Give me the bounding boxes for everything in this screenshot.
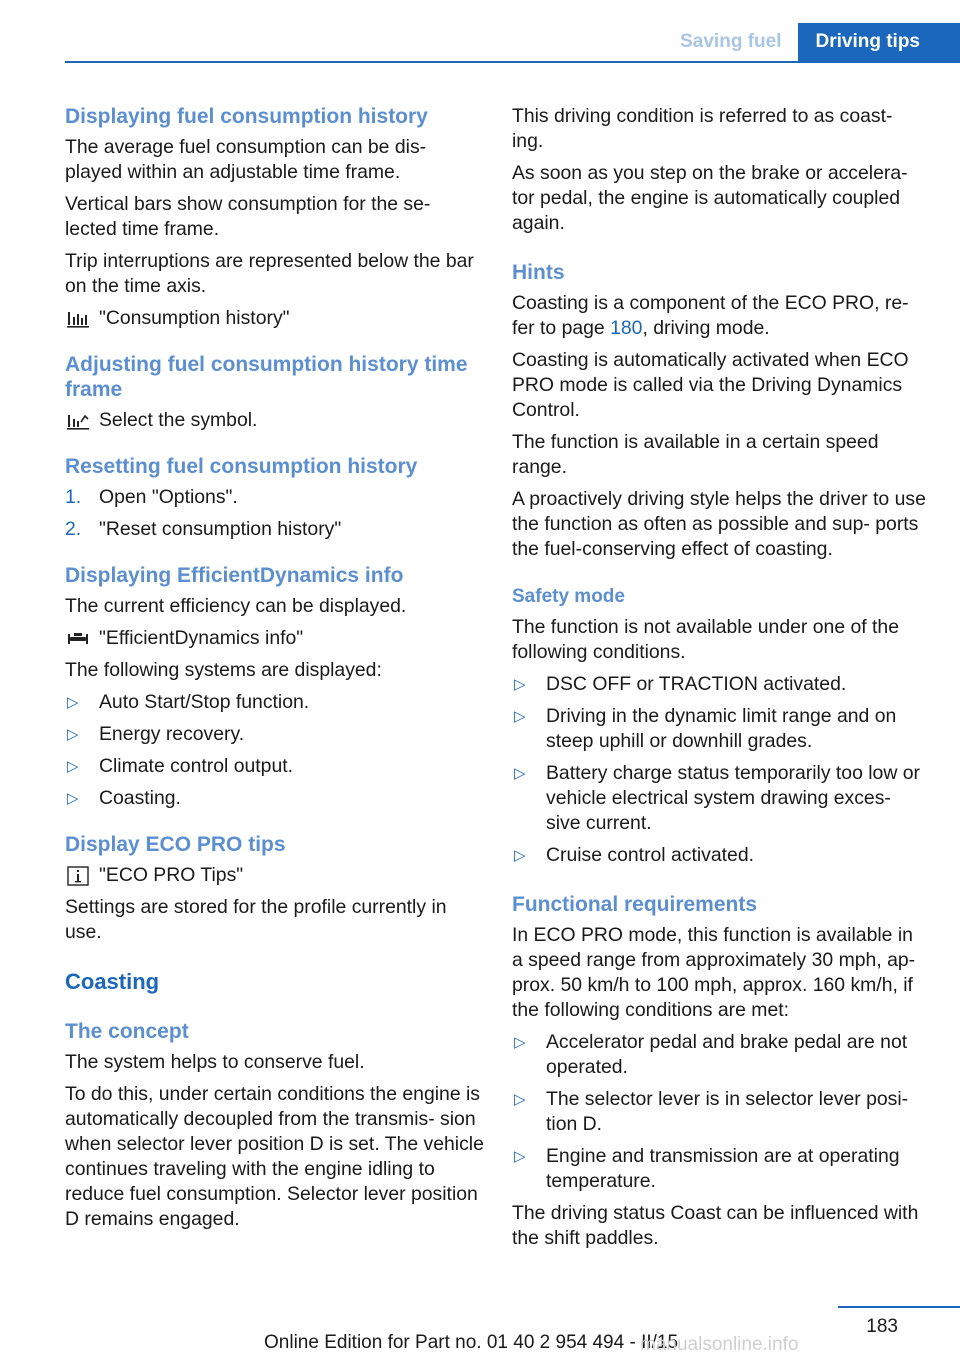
paragraph: This driving condition is referred to as coast‐ ing. — [512, 105, 893, 152]
paragraph: The driving status Coast can be influenced with the shift paddles. — [512, 1202, 919, 1249]
footer-rule — [838, 1306, 960, 1308]
running-header — [663, 23, 960, 61]
heading-tips: Display ECO PRO tips — [65, 833, 286, 856]
triangle-bullet-icon: ▷ — [514, 1091, 526, 1108]
list-item: ▷ Cruise control activated. — [514, 844, 755, 866]
list-item: ▷ Engine and transmission are at operating temperature. — [514, 1145, 900, 1192]
paragraph: The following systems are displayed: — [65, 659, 382, 681]
paragraph: The system helps to conserve fuel. — [65, 1051, 365, 1073]
list-item: ▷ Accelerator pedal and brake pedal are not operated. — [514, 1031, 908, 1078]
paragraph: As soon as you step on the brake or accelera‐ tor pedal, the engine is automatically coupled again. — [512, 162, 908, 234]
paragraph: Coasting is a component of the ECO PRO, re‐ fer to page 180, driving mode. — [512, 292, 909, 339]
header-rule — [65, 61, 960, 63]
left-column — [65, 104, 485, 1239]
heading-functional: Functional requirements — [512, 893, 758, 916]
triangle-bullet-icon: ▷ — [67, 726, 79, 743]
info-icon — [65, 865, 95, 887]
paragraph: A proactively driving style helps the driver to use the function as often as possible and sup‐ ports the fuel-conserving effect of coasting. — [512, 488, 926, 560]
list-item: ▷ Coasting. — [67, 787, 181, 809]
paragraph: Trip interruptions are represented below the bar on the time axis. — [65, 250, 474, 297]
heading-adjust: Adjusting fuel consumption history time frame — [65, 353, 468, 401]
triangle-bullet-icon: ▷ — [514, 676, 526, 693]
paragraph: Coasting is automatically activated when ECO PRO mode is called via the Driving Dynamics Control. — [512, 349, 909, 421]
safety-list — [512, 672, 927, 868]
heading-concept: The concept — [65, 1020, 189, 1043]
menu-efficient-line — [65, 626, 485, 651]
page-number: 183 — [866, 1316, 898, 1337]
paragraph: In ECO PRO mode, this function is available in a speed range from approximately 30 mph, ap‐ prox. 50 km/h to 100 mph, approx. 160 km/h, if the following conditions are met: — [512, 924, 916, 1021]
triangle-bullet-icon: ▷ — [67, 694, 79, 711]
list-item: ▷ DSC OFF or TRACTION activated. — [514, 673, 847, 695]
heading-history: Displaying fuel consumption history — [65, 105, 428, 128]
menu-tips-label: "ECO PRO Tips" — [99, 864, 244, 886]
list-item: ▷ Driving in the dynamic limit range and on steep uphill or downhill grades. — [514, 705, 897, 752]
car-icon — [65, 628, 95, 650]
paragraph: Vertical bars show consumption for the se‐ lected time frame. — [65, 193, 431, 240]
menu-history-label: "Consumption history" — [99, 307, 290, 329]
list-item: ▷ Energy recovery. — [67, 723, 245, 745]
menu-efficient-label: "EfficientDynamics info" — [99, 627, 304, 649]
heading-reset: Resetting fuel consumption history — [65, 455, 418, 478]
reset-steps — [65, 485, 485, 542]
triangle-bullet-icon: ▷ — [514, 847, 526, 864]
select-symbol-text: Select the symbol. — [99, 409, 258, 431]
triangle-bullet-icon: ▷ — [67, 790, 79, 807]
requirements-list — [512, 1030, 927, 1194]
list-item: 2. "Reset consumption history" — [65, 518, 342, 540]
triangle-bullet-icon: ▷ — [514, 708, 526, 725]
select-symbol-line — [65, 408, 485, 433]
triangle-bullet-icon: ▷ — [514, 1148, 526, 1165]
systems-list — [65, 690, 485, 811]
paragraph: The current efficiency can be displayed. — [65, 595, 407, 617]
edition-line: Online Edition for Part no. 01 40 2 954 494 - II/15 — [264, 1332, 679, 1353]
page-link[interactable]: 180 — [610, 317, 643, 339]
list-item: ▷ The selector lever is in selector lever posi‐ tion D. — [514, 1088, 909, 1135]
triangle-bullet-icon: ▷ — [67, 758, 79, 775]
paragraph: The function is available in a certain speed range. — [512, 431, 879, 478]
paragraph: The function is not available under one of the following conditions. — [512, 616, 899, 663]
time-frame-icon[interactable] — [65, 410, 95, 432]
header-chapter[interactable]: Driving tips — [798, 23, 960, 61]
heading-coasting: Coasting — [65, 969, 160, 994]
heading-hints: Hints — [512, 261, 565, 284]
list-item: ▷ Battery charge status temporarily too low or vehicle electrical system drawing exces‐ sive current. — [514, 762, 920, 834]
triangle-bullet-icon: ▷ — [514, 765, 526, 782]
menu-tips-line — [65, 863, 485, 888]
right-column — [512, 104, 927, 1258]
triangle-bullet-icon: ▷ — [514, 1034, 526, 1051]
paragraph: The average fuel consumption can be dis‐ played within an adjustable time frame. — [65, 136, 427, 183]
list-item: ▷ Climate control output. — [67, 755, 294, 777]
header-section[interactable]: Saving fuel — [680, 31, 782, 52]
heading-safety: Safety mode — [512, 586, 625, 607]
list-item: 1. Open "Options". — [65, 486, 238, 508]
menu-history-line — [65, 306, 485, 331]
heading-efficient: Displaying EfficientDynamics info — [65, 564, 404, 587]
paragraph: To do this, under certain conditions the engine is automatically decoupled from the transmis‐ sion when selector lever position D is set. The vehicle continues traveling with the engine idling to reduce fuel consumption. Selector lever position D remains engaged. — [65, 1083, 484, 1230]
watermark: manualsonline.info — [640, 1334, 799, 1355]
list-item: ▷ Auto Start/Stop function. — [67, 691, 310, 713]
bar-chart-icon — [65, 308, 95, 330]
paragraph: Settings are stored for the profile currently in use. — [65, 896, 447, 943]
